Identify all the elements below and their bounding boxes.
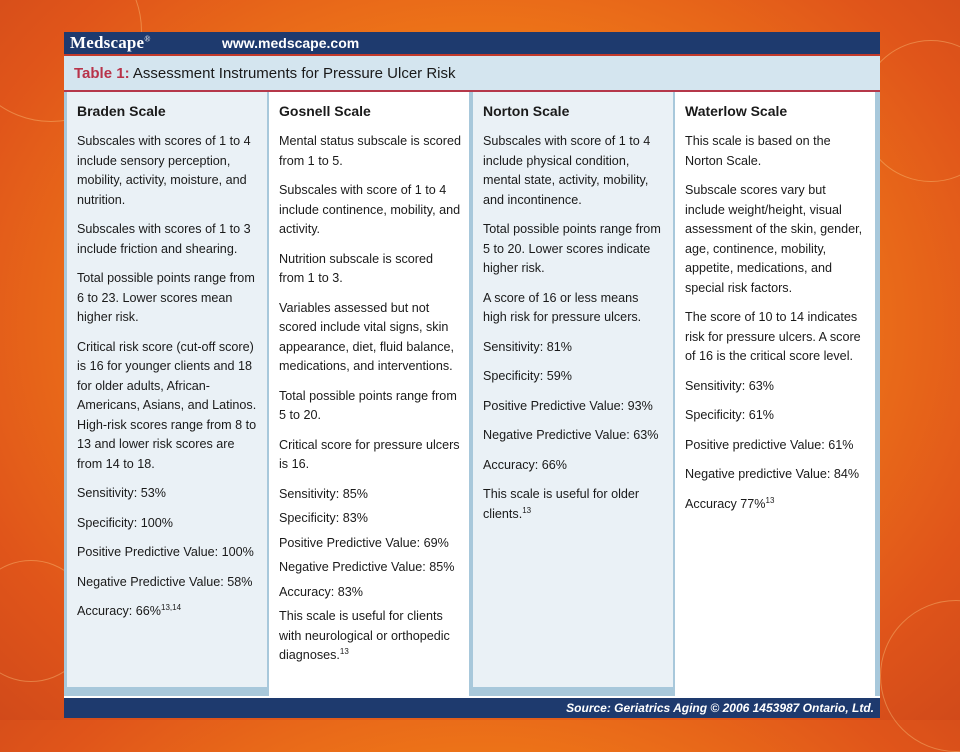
column-last-paragraph: [279, 607, 461, 666]
column-paragraph: Negative Predictive Value: 58%: [77, 574, 253, 589]
column-paragraph: Total possible points range from 6 to 23. Lower scores mean higher risk.: [77, 271, 255, 324]
column-paragraph: Accuracy: 83%: [279, 584, 363, 599]
column-paragraph: Specificity: 83%: [279, 511, 368, 525]
column-paragraph: Total possible points range from 5 to 20.: [279, 388, 457, 422]
column-last-paragraph: [685, 495, 867, 515]
reference-superscript: 13,14: [161, 602, 182, 612]
column-paragraph: The score of 10 to 14 indicates risk for pressure ulcers. A score of 16 is the critical score level.: [685, 310, 861, 363]
column-norton-scale: [473, 92, 673, 687]
column-paragraph: Negative Predictive Value: 63%: [483, 428, 659, 442]
table-caption: Assessment Instruments for Pressure Ulcer Risk: [132, 65, 456, 82]
reference-superscript: 13: [522, 505, 532, 515]
column-paragraph: Subscales with scores of 1 to 4 include sensory perception, mobility, activity, moisture, and nutrition.: [77, 134, 251, 207]
column-gosnell-scale: [269, 92, 469, 696]
column-paragraph: Subscales with score of 1 to 4 include continence, mobility, and activity.: [279, 183, 461, 236]
column-paragraph: Specificity: 61%: [685, 408, 774, 422]
table-figure: [64, 32, 880, 718]
reference-superscript: 13: [339, 646, 349, 656]
column-paragraph: Sensitivity: 53%: [77, 486, 166, 500]
column-paragraph: Critical risk score (cut-off score) is 16 for younger clients and 18 for older adults, African-Americans, Asians, and Latinos. High-risk scores range from 8 to 13 and lower risk scores are from 14 to 18.: [77, 339, 257, 471]
paragraph-text: This scale is useful for older clients.: [483, 487, 640, 521]
table-title-bar: [64, 56, 880, 92]
column-paragraph: Positive Predictive Value: 69%: [279, 535, 449, 550]
medscape-logo: Medscape®: [70, 33, 151, 52]
column-paragraph: Sensitivity: 85%: [279, 486, 368, 501]
column-paragraph: Positive Predictive Value: 100%: [77, 545, 254, 559]
column-paragraph: Variables assessed but not scored include vital signs, skin appearance, diet, fluid balance, medications, and interventions.: [279, 300, 455, 373]
column-heading: Gosnell Scale: [279, 103, 371, 119]
column-paragraph: Critical score for pressure ulcers is 16.: [279, 437, 460, 471]
header-bar: [64, 32, 880, 56]
column-paragraph: Negative Predictive Value: 85%: [279, 560, 455, 574]
column-paragraph: Positive Predictive Value: 93%: [483, 398, 653, 413]
column-paragraph: Positive predictive Value: 61%: [685, 437, 854, 452]
column-paragraph: Specificity: 100%: [77, 515, 173, 530]
footer-bar: [64, 698, 880, 718]
column-paragraph: Total possible points range from 5 to 20. Lower scores indicate higher risk.: [483, 222, 661, 275]
paragraph-text: Accuracy: 66%: [77, 604, 161, 618]
background-circle: [880, 600, 960, 752]
column-last-paragraph: [483, 485, 665, 524]
column-heading: Norton Scale: [483, 103, 570, 119]
column-paragraph: Subscales with scores of 1 to 3 include friction and shearing.: [77, 222, 251, 256]
column-heading: Waterlow Scale: [685, 103, 788, 119]
column-paragraph: Subscale scores vary but include weight/height, visual assessment of the skin, gender, age, continence, mobility, appetite, medications, and special risk factors.: [685, 183, 863, 295]
column-braden-scale: [67, 92, 267, 687]
column-paragraph: Nutrition subscale is scored from 1 to 3.: [279, 251, 433, 285]
column-paragraph: Specificity: 59%: [483, 369, 572, 383]
paragraph-text: Accuracy 77%: [685, 496, 766, 511]
column-heading: Braden Scale: [77, 103, 166, 119]
paragraph-text: This scale is useful for clients with neurological or orthopedic diagnoses.: [279, 609, 450, 662]
site-url: www.medscape.com: [222, 35, 360, 51]
column-paragraph: This scale is based on the Norton Scale.: [685, 134, 831, 168]
column-waterlow-scale: [675, 92, 875, 696]
column-last-paragraph: [77, 602, 259, 622]
source-credit: Source: Geriatrics Aging © 2006 1453987 Ontario, Ltd.: [566, 701, 874, 715]
column-paragraph: Negative predictive Value: 84%: [685, 467, 860, 481]
reference-superscript: 13: [765, 495, 775, 505]
table-title: [74, 65, 456, 82]
column-paragraph: Subscales with score of 1 to 4 include physical condition, mental state, activity, mobility, and incontinence.: [483, 134, 651, 207]
column-paragraph: Mental status subscale is scored from 1 to 5.: [279, 134, 461, 168]
column-paragraph: Sensitivity: 63%: [685, 378, 774, 393]
column-paragraph: A score of 16 or less means high risk for pressure ulcers.: [483, 290, 642, 324]
column-paragraph: Sensitivity: 81%: [483, 339, 572, 354]
table-label: Table 1:: [74, 65, 130, 82]
column-paragraph: Accuracy: 66%: [483, 457, 567, 472]
